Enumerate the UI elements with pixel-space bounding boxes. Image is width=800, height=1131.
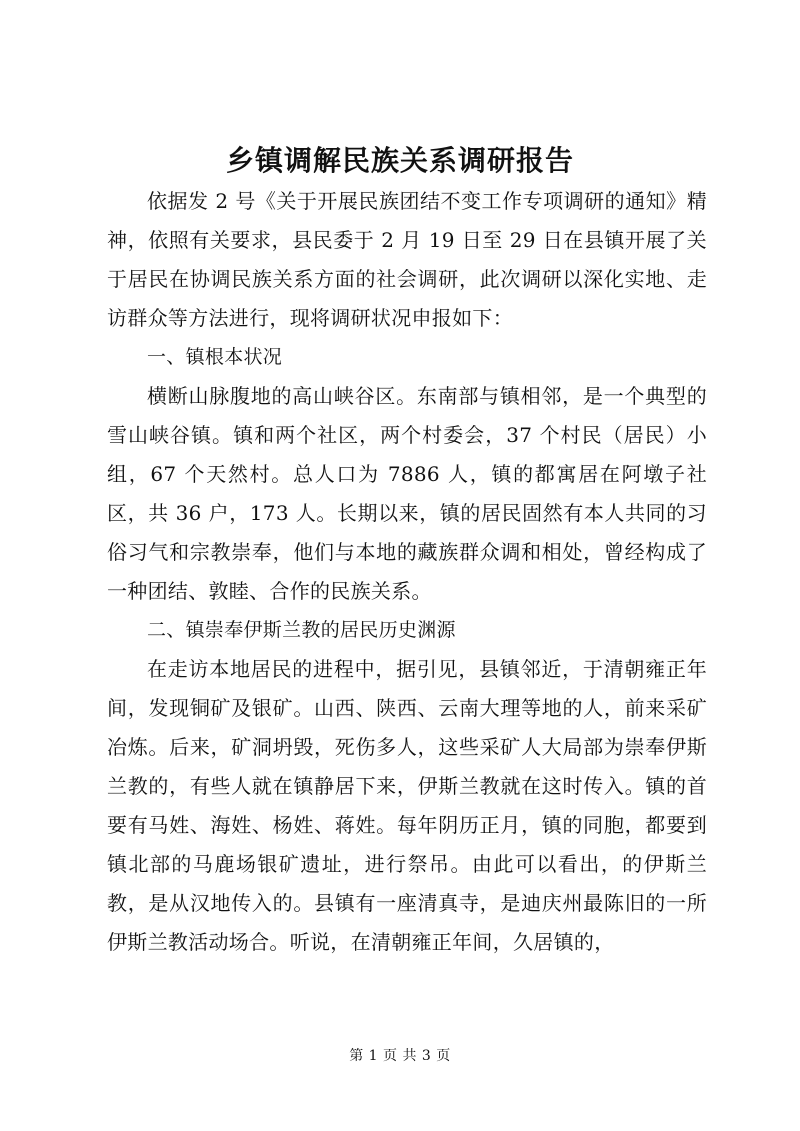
paragraph-overview: 横断山脉腹地的高山峡谷区。东南部与镇相邻，是一个典型的雪山峡谷镇。镇和两个社区，两个村委会，37 个村民（居民）小组，67 个天然村。总人口为 7886 人，镇的都寓居在阿墩子社区，共 36 户，173 人。长期以来，镇的居民固然有本人共同的习俗习气和宗教崇奉，他们与本地的藏族群众调和相处，曾经构成了一种团结、敦睦、合作的民族关系。 <box>107 384 707 603</box>
section-heading-1: 一、镇根本状况 <box>147 346 283 368</box>
paragraph-history: 在走访本地居民的进程中，据引见，县镇邻近，于清朝雍正年间，发现铜矿及银矿。山西、陕西、云南大理等地的人，前来采矿冶炼。后来，矿洞坍毁，死伤多人，这些采矿人大局部为崇奉伊斯兰教的，有些人就在镇静居下来，伊斯兰教就在这时传入。镇的首要有马姓、海姓、杨姓、蒋姓。每年阴历正月，镇的同胞，都要到镇北部的马鹿场银矿遗址，进行祭吊。由此可以看出，的伊斯兰教，是从汉地传入的。县镇有一座清真寺，是迪庆州最陈旧的一所伊斯兰教活动场合。听说，在清朝雍正年间，久居镇的， <box>107 657 707 954</box>
page-footer: 第 1 页 共 3 页 <box>349 1048 451 1064</box>
document-body <box>107 182 707 962</box>
section-heading-2: 二、镇崇奉伊斯兰教的居民历史渊源 <box>147 619 456 641</box>
paragraph-intro: 依据发 2 号《关于开展民族团结不变工作专项调研的通知》精神，依照有关要求，县民委于 2 月 19 日至 29 日在县镇开展了关于居民在协调民族关系方面的社会调研，此次调研以深化实地、走访群众等方法进行，现将调研状况申报如下： <box>107 189 707 330</box>
document-title: 乡镇调解民族关系调研报告 <box>225 144 574 177</box>
